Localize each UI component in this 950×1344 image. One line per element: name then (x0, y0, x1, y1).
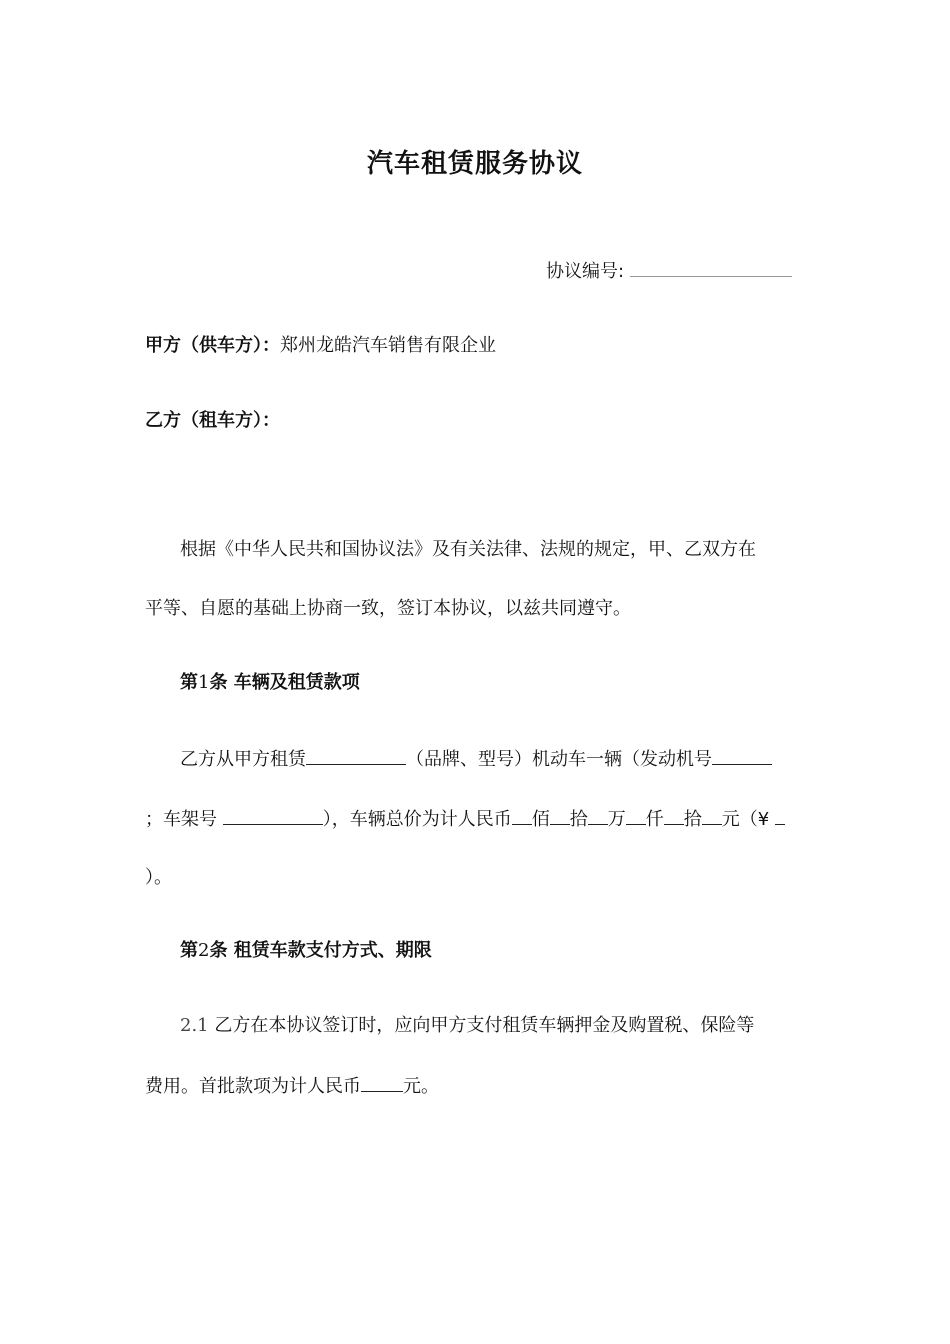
preamble-line-2: 平等、自愿的基础上协商一致，签订本协议，以兹共同遵守。 (145, 598, 631, 619)
article-1-line-1: 乙方从甲方租赁 （品牌、型号）机动车一辆（发动机号 (180, 746, 772, 772)
vin-blank (223, 806, 323, 825)
article-2-number: 2 (198, 940, 210, 961)
brand-model-blank (306, 746, 406, 765)
first-payment-blank (361, 1073, 403, 1092)
party-b-label: 乙方（租车方）： (145, 410, 280, 431)
party-a-value: 郑州龙皓汽车销售有限企业 (280, 335, 496, 356)
article-1-number: 1 (198, 672, 210, 693)
article-1-line-2: ；车架号 ），车辆总价为计人民币 佰 拾 万 仟 拾 元（¥ (145, 806, 785, 832)
document-title: 汽车租赁服务协议 (366, 149, 583, 179)
contract-number-label: 协议编号: (546, 261, 625, 282)
amount-figure-blank (775, 806, 785, 825)
party-a-label: 甲方（供车方）： (145, 335, 280, 356)
engine-number-blank (712, 746, 772, 765)
article-1-heading: 第1条 车辆及租赁款项 (180, 672, 360, 693)
party-b (145, 409, 280, 433)
article-2-heading: 第2条 租赁车款支付方式、期限 (180, 940, 432, 961)
preamble-line-1: 根据《中华人民共和国协议法》及有关法律、法规的规定，甲、乙双方在 (180, 539, 756, 560)
party-a (145, 334, 496, 358)
contract-number (546, 258, 792, 284)
clause-2-1-line-1: 2.1 乙方在本协议签订时，应向甲方支付租赁车辆押金及购置税、保险等 (180, 1015, 755, 1036)
article-1-line-3: ）。 (145, 867, 172, 888)
contract-number-blank (630, 258, 792, 277)
clause-2-1-line-2: 费用。首批款项为计人民币 元。 (145, 1073, 439, 1099)
clause-2-1-number: 2.1 (180, 1015, 209, 1036)
